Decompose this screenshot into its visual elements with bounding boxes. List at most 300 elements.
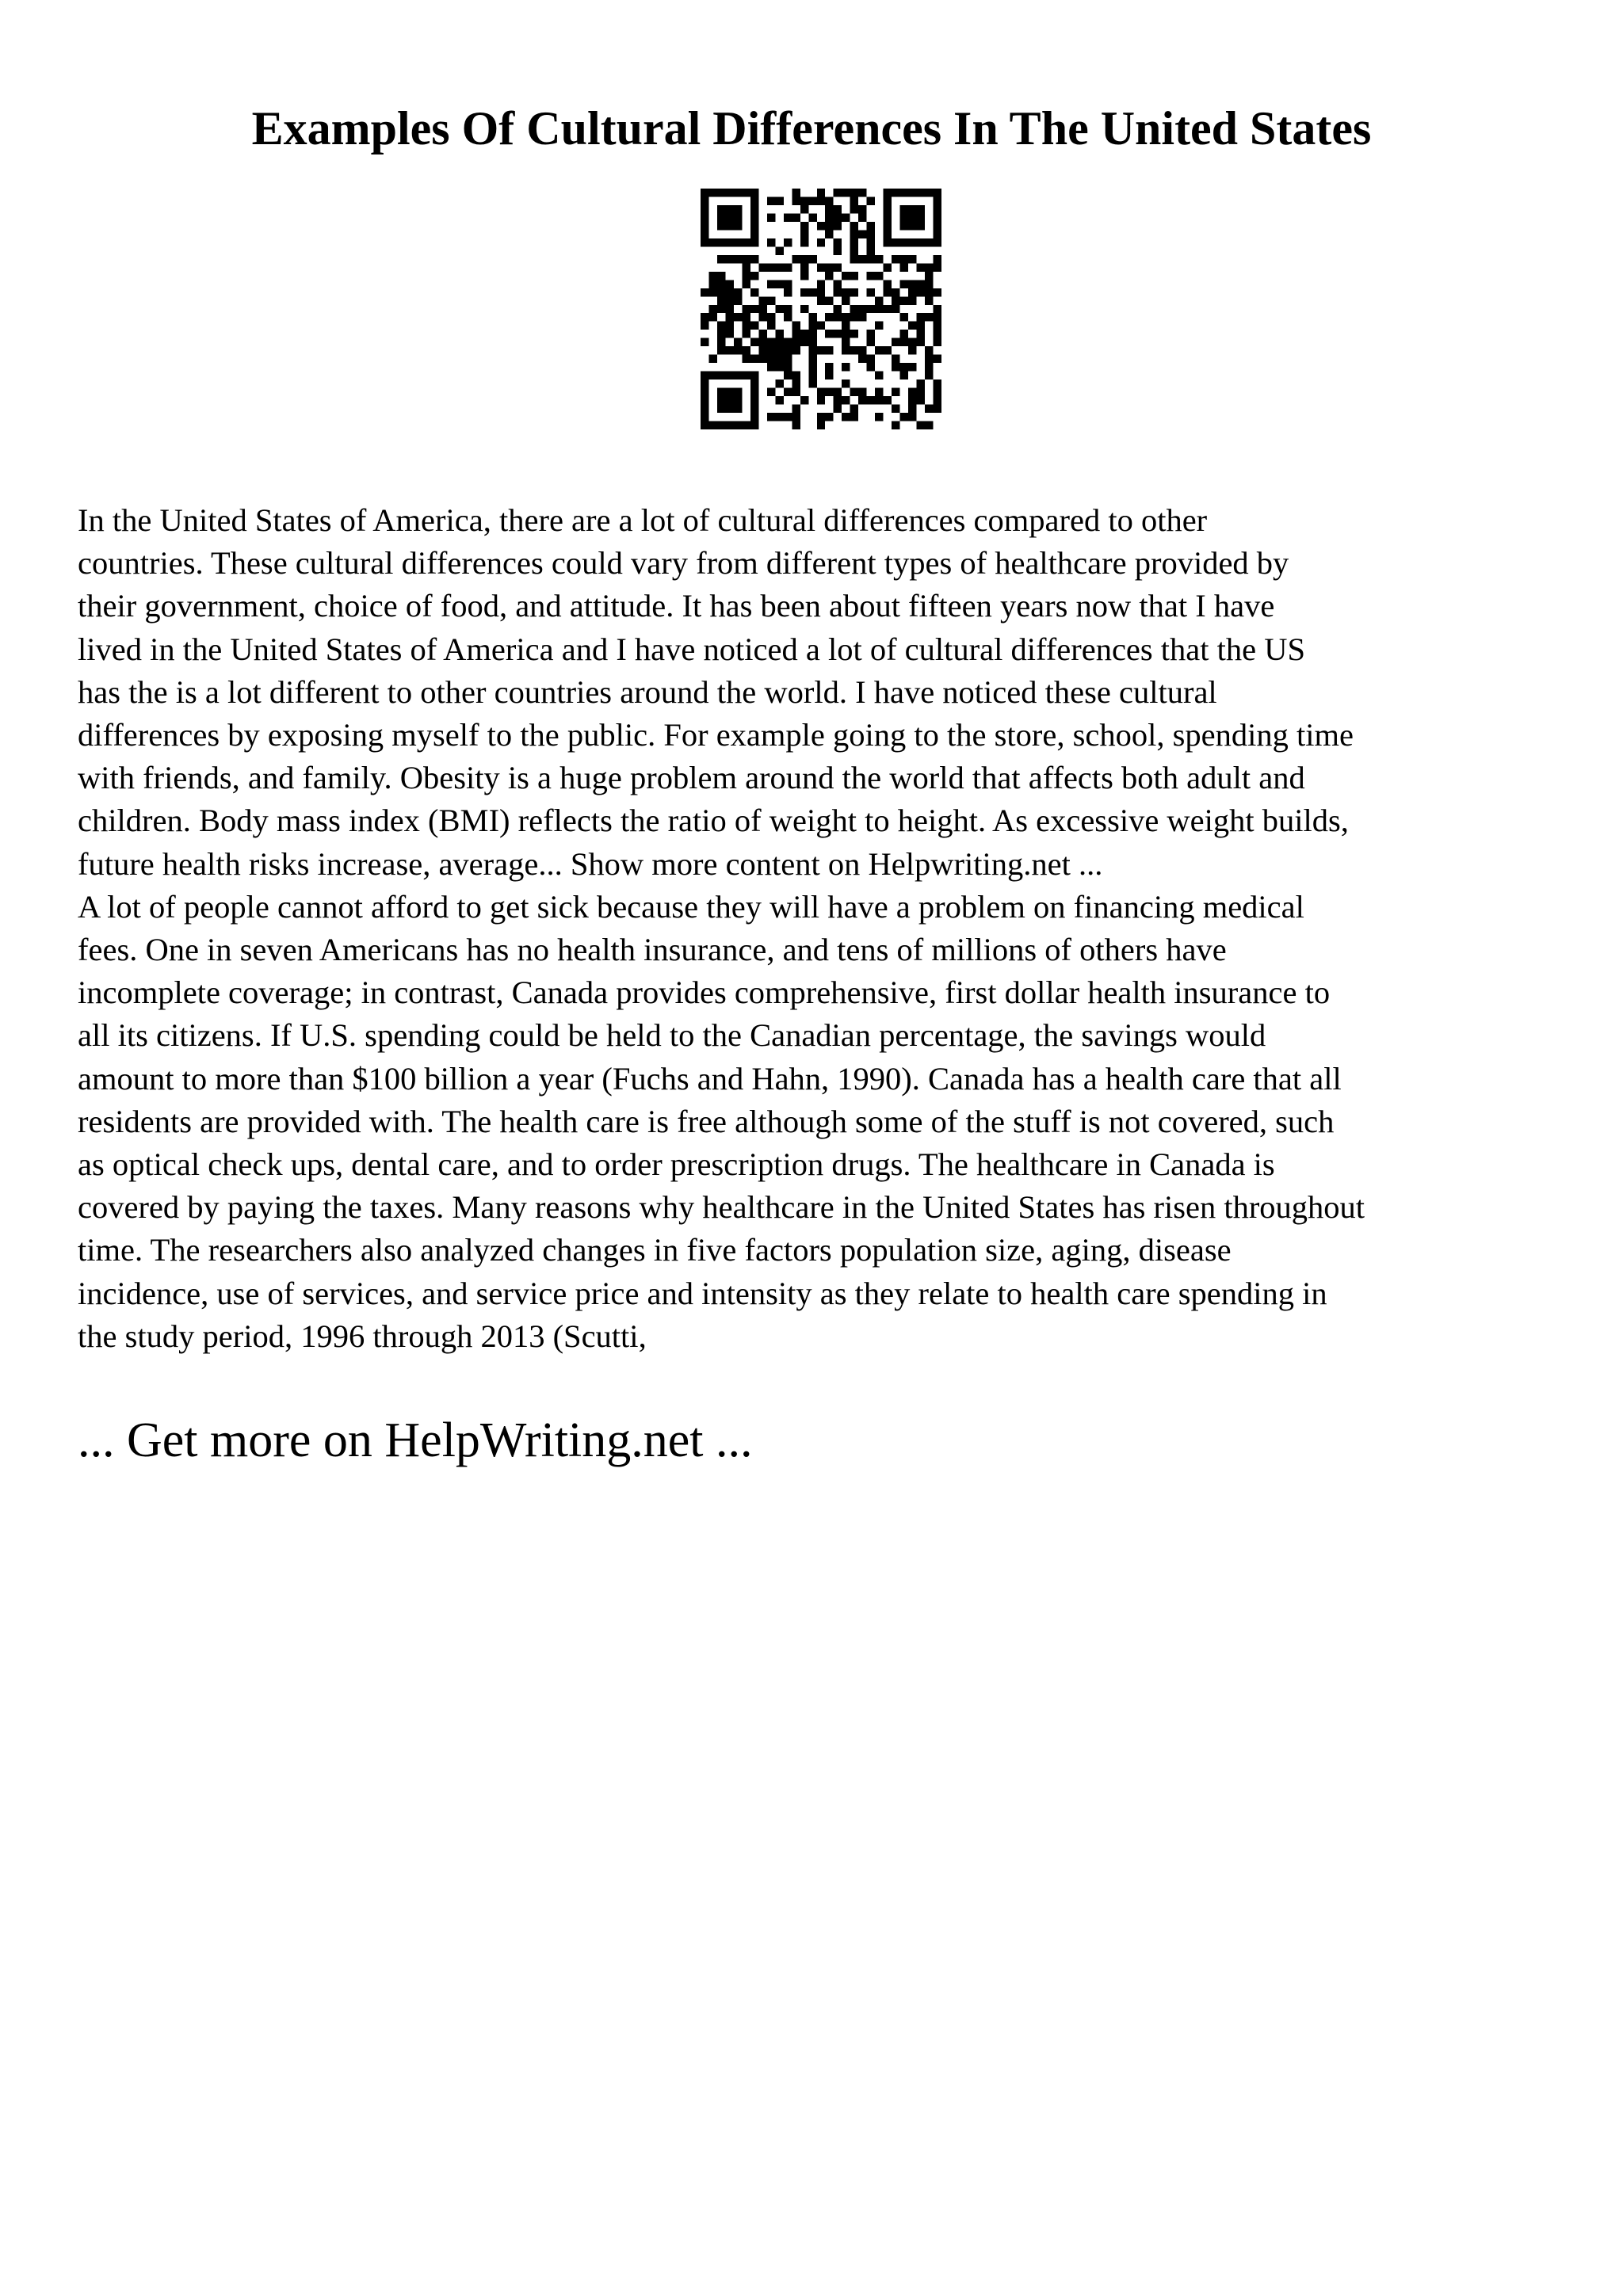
qr-module	[850, 272, 858, 280]
qr-module	[775, 379, 783, 387]
qr-module	[892, 305, 899, 313]
qr-module	[784, 363, 792, 371]
qr-module	[908, 296, 916, 304]
qr-module	[800, 196, 808, 204]
qr-module	[817, 421, 825, 429]
qr-module	[850, 388, 858, 396]
qr-module	[834, 222, 842, 230]
qr-module	[825, 213, 833, 221]
qr-module	[725, 305, 733, 313]
qr-module	[808, 330, 816, 338]
qr-module	[834, 246, 842, 254]
qr-module	[908, 346, 916, 354]
qr-module	[917, 388, 925, 396]
qr-module	[784, 213, 792, 221]
qr-module	[708, 355, 716, 363]
qr-module	[784, 313, 792, 321]
qr-module	[934, 379, 941, 387]
qr-module	[775, 280, 783, 288]
qr-module	[925, 346, 933, 354]
qr-module	[925, 421, 933, 429]
qr-module	[767, 238, 775, 246]
qr-module	[784, 388, 792, 396]
qr-module	[767, 413, 775, 421]
qr-module	[834, 396, 842, 404]
qr-module	[808, 213, 816, 221]
qr-module	[725, 288, 733, 296]
qr-module	[900, 313, 908, 321]
qr-module	[842, 313, 850, 321]
qr-module	[900, 363, 908, 371]
qr-module	[908, 388, 916, 396]
qr-module	[800, 205, 808, 213]
qr-module	[792, 322, 800, 330]
qr-module	[792, 338, 800, 346]
qr-module	[817, 322, 825, 330]
qr-module	[934, 338, 941, 346]
qr-module	[758, 263, 766, 271]
qr-module	[925, 355, 933, 363]
qr-module	[892, 405, 899, 413]
qr-module	[892, 421, 899, 429]
qr-module	[784, 346, 792, 354]
qr-module	[850, 405, 858, 413]
qr-module	[842, 272, 850, 280]
qr-module	[850, 196, 858, 204]
qr-module	[934, 313, 941, 321]
qr-module	[900, 255, 908, 263]
qr-module	[734, 338, 742, 346]
qr-module	[875, 272, 883, 280]
qr-module	[850, 205, 858, 213]
qr-module	[800, 222, 808, 230]
qr-module	[867, 238, 875, 246]
qr-module	[767, 263, 775, 271]
qr-module	[708, 280, 716, 288]
qr-module	[784, 338, 792, 346]
qr-module	[917, 379, 925, 387]
qr-module	[701, 313, 708, 321]
qr-module	[825, 313, 833, 321]
qr-module	[767, 213, 775, 221]
qr-module	[908, 363, 916, 371]
qr-module	[717, 288, 725, 296]
qr-module	[800, 338, 808, 346]
qr-module	[834, 189, 842, 196]
qr-module	[867, 363, 875, 371]
qr-module	[800, 263, 808, 271]
qr-module	[767, 280, 775, 288]
qr-module	[834, 263, 842, 271]
qr-module	[784, 355, 792, 363]
qr-module	[767, 388, 775, 396]
qr-module	[817, 396, 825, 404]
qr-module	[884, 346, 892, 354]
qr-module	[808, 255, 816, 263]
qr-module	[850, 288, 858, 296]
qr-module	[842, 379, 850, 387]
qr-module	[784, 238, 792, 246]
qr-module	[858, 255, 866, 263]
qr-module	[742, 313, 750, 321]
qr-module	[925, 272, 933, 280]
qr-module	[925, 280, 933, 288]
qr-module	[808, 338, 816, 346]
qr-module	[867, 355, 875, 363]
qr-module	[842, 288, 850, 296]
qr-module	[834, 305, 842, 313]
qr-module	[850, 246, 858, 254]
qr-module	[775, 305, 783, 313]
qr-module	[784, 280, 792, 288]
qr-module	[875, 322, 883, 330]
qr-module	[808, 346, 816, 354]
qr-module	[808, 363, 816, 371]
qr-module	[784, 263, 792, 271]
qr-module	[717, 330, 725, 338]
qr-module	[900, 296, 908, 304]
qr-module	[767, 322, 775, 330]
qr-module	[892, 338, 899, 346]
qr-module	[917, 330, 925, 338]
qr-module	[850, 230, 858, 238]
qr-module	[892, 363, 899, 371]
qr-module	[725, 255, 733, 263]
get-more-link[interactable]: ... Get more on HelpWriting.net ...	[78, 1413, 753, 1467]
qr-module	[834, 280, 842, 288]
qr-module	[717, 322, 725, 330]
qr-module	[758, 305, 766, 313]
qr-module	[784, 288, 792, 296]
body-text	[78, 499, 1568, 1358]
qr-module	[758, 330, 766, 338]
qr-module	[817, 189, 825, 196]
qr-module	[900, 338, 908, 346]
qr-module	[734, 255, 742, 263]
qr-code-icon	[701, 189, 941, 429]
qr-module	[908, 338, 916, 346]
qr-module	[834, 213, 842, 221]
qr-module	[750, 272, 758, 280]
qr-module	[758, 313, 766, 321]
qr-module	[775, 396, 783, 404]
qr-module	[767, 338, 775, 346]
qr-module	[884, 263, 892, 271]
qr-module	[825, 388, 833, 396]
qr-module	[808, 313, 816, 321]
qr-module	[734, 313, 742, 321]
qr-module	[717, 346, 725, 354]
qr-module	[842, 213, 850, 221]
qr-module	[917, 421, 925, 429]
qr-module	[800, 396, 808, 404]
qr-module	[825, 272, 833, 280]
qr-module	[900, 263, 908, 271]
qr-module	[934, 322, 941, 330]
qr-module	[800, 288, 808, 296]
qr-module	[808, 288, 816, 296]
qr-module	[825, 372, 833, 379]
qr-module	[925, 363, 933, 371]
qr-module	[717, 338, 725, 346]
qr-module	[850, 238, 858, 246]
qr-module	[875, 372, 883, 379]
qr-module	[792, 255, 800, 263]
qr-module	[775, 355, 783, 363]
qr-module	[784, 413, 792, 421]
qr-module	[717, 272, 725, 280]
qr-module	[884, 305, 892, 313]
qr-module	[817, 346, 825, 354]
qr-module	[842, 322, 850, 330]
qr-module	[742, 305, 750, 313]
qr-module	[742, 263, 750, 271]
qr-module	[750, 338, 758, 346]
qr-module	[925, 288, 933, 296]
qr-module	[934, 263, 941, 271]
qr-module	[834, 205, 842, 213]
qr-module	[750, 255, 758, 263]
qr-module	[834, 288, 842, 296]
qr-module	[875, 255, 883, 263]
qr-module	[808, 355, 816, 363]
qr-module	[725, 313, 733, 321]
qr-module	[750, 288, 758, 296]
qr-module	[701, 322, 708, 330]
qr-module	[867, 396, 875, 404]
qr-module	[834, 238, 842, 246]
qr-module	[825, 230, 833, 238]
qr-module	[767, 346, 775, 354]
qr-module	[817, 388, 825, 396]
qr-module	[717, 305, 725, 313]
qr-module	[758, 346, 766, 354]
qr-module	[834, 313, 842, 321]
qr-module	[867, 338, 875, 346]
qr-module	[708, 272, 716, 280]
qr-module	[825, 222, 833, 230]
qr-module	[884, 288, 892, 296]
qr-module	[934, 288, 941, 296]
qr-module	[908, 413, 916, 421]
qr-module	[825, 205, 833, 213]
qr-module	[767, 363, 775, 371]
qr-module	[792, 330, 800, 338]
qr-module	[708, 288, 716, 296]
qr-module	[808, 196, 816, 204]
qr-module	[934, 305, 941, 313]
qr-module	[908, 322, 916, 330]
qr-module	[750, 305, 758, 313]
qr-module	[767, 196, 775, 204]
qr-module	[767, 296, 775, 304]
qr-module	[717, 255, 725, 263]
qr-module	[800, 238, 808, 246]
qr-module	[908, 280, 916, 288]
qr-module	[900, 413, 908, 421]
qr-module	[842, 330, 850, 338]
qr-module	[742, 330, 750, 338]
qr-module	[708, 313, 716, 321]
qr-module	[925, 313, 933, 321]
qr-module	[750, 322, 758, 330]
qr-module	[917, 280, 925, 288]
qr-module	[858, 388, 866, 396]
qr-module	[934, 355, 941, 363]
qr-module	[842, 338, 850, 346]
qr-module	[817, 222, 825, 230]
qr-module	[867, 196, 875, 204]
qr-module	[858, 230, 866, 238]
qr-module	[758, 338, 766, 346]
qr-module	[800, 230, 808, 238]
qr-module	[734, 296, 742, 304]
qr-module	[717, 280, 725, 288]
qr-module	[800, 255, 808, 263]
qr-module	[725, 346, 733, 354]
qr-module	[784, 372, 792, 379]
qr-module	[734, 346, 742, 354]
qr-module	[925, 372, 933, 379]
qr-module	[725, 296, 733, 304]
qr-module	[775, 196, 783, 204]
qr-module	[792, 388, 800, 396]
qr-module	[792, 213, 800, 221]
qr-module	[892, 388, 899, 396]
qr-module	[858, 305, 866, 313]
qr-module	[892, 288, 899, 296]
qr-module	[850, 330, 858, 338]
qr-module	[892, 296, 899, 304]
qr-module	[817, 196, 825, 204]
qr-module	[850, 222, 858, 230]
qr-module	[825, 346, 833, 354]
qr-module	[742, 346, 750, 354]
qr-module	[875, 296, 883, 304]
qr-module	[792, 372, 800, 379]
qr-module	[850, 189, 858, 196]
qr-module	[750, 355, 758, 363]
qr-module	[867, 288, 875, 296]
qr-module	[817, 413, 825, 421]
qr-module	[825, 296, 833, 304]
qr-module	[917, 338, 925, 346]
paragraph: In the United States of America, there are a lot of cultural differences compared to other countries. These cultural differences could vary from different types of healthcare provided by their government, choice of food, and attitude. It has been about fifteen years now that I have lived in the United States of America and I have noticed a lot of cultural differences that the US has the is a lot different to other countries around the world. I have noticed these cultural differences by exposing myself to the public. For example going to the store, school, spending time with friends, and family. Obesity is a huge problem around the world that affects both adult and children. Body mass index (BMI) reflects the ratio of weight to height. As excessive weight builds, future health risks increase, average... Show more content on Helpwriting.net ...	[78, 502, 1354, 882]
qr-module	[884, 280, 892, 288]
qr-module	[917, 322, 925, 330]
qr-module	[825, 363, 833, 371]
qr-module	[792, 421, 800, 429]
qr-module	[767, 355, 775, 363]
qr-module	[908, 396, 916, 404]
qr-module	[934, 388, 941, 396]
qr-module	[925, 405, 933, 413]
qr-module	[842, 296, 850, 304]
qr-module	[867, 230, 875, 238]
qr-module	[800, 330, 808, 338]
qr-module	[792, 405, 800, 413]
qr-module	[908, 405, 916, 413]
qr-module	[900, 372, 908, 379]
qr-module	[825, 196, 833, 204]
qr-module	[817, 288, 825, 296]
qr-module	[834, 388, 842, 396]
qr-module	[925, 296, 933, 304]
qr-module	[775, 246, 783, 254]
qr-module	[867, 255, 875, 263]
qr-module	[725, 330, 733, 338]
qr-module	[817, 263, 825, 271]
qr-module	[858, 396, 866, 404]
qr-module	[825, 263, 833, 271]
qr-module	[742, 280, 750, 288]
qr-module	[934, 405, 941, 413]
qr-module	[808, 379, 816, 387]
qr-module	[867, 246, 875, 254]
qr-module	[808, 322, 816, 330]
qr-module	[800, 272, 808, 280]
qr-module	[934, 396, 941, 404]
document-title: Examples Of Cultural Differences In The United States	[251, 102, 1372, 154]
qr-module	[908, 255, 916, 263]
qr-module	[792, 196, 800, 204]
qr-module	[734, 288, 742, 296]
qr-module	[817, 280, 825, 288]
qr-module	[784, 305, 792, 313]
qr-module	[884, 396, 892, 404]
qr-module	[792, 413, 800, 421]
qr-module	[917, 263, 925, 271]
qr-module	[701, 288, 708, 296]
qr-module	[917, 288, 925, 296]
qr-module	[817, 238, 825, 246]
qr-module	[825, 413, 833, 421]
qr-module	[792, 189, 800, 196]
qr-module	[900, 280, 908, 288]
qr-module	[934, 330, 941, 338]
qr-module	[817, 296, 825, 304]
qr-module	[701, 338, 708, 346]
qr-module	[858, 346, 866, 354]
qr-module	[858, 189, 866, 196]
qr-module	[742, 272, 750, 280]
qr-module	[800, 305, 808, 313]
qr-module	[775, 338, 783, 346]
qr-module	[875, 388, 883, 396]
qr-module	[792, 379, 800, 387]
qr-module	[842, 346, 850, 354]
qr-module	[934, 255, 941, 263]
qr-module	[775, 413, 783, 421]
qr-module	[908, 288, 916, 296]
qr-module	[850, 313, 858, 321]
qr-module	[742, 255, 750, 263]
qr-module	[867, 222, 875, 230]
qr-module	[867, 272, 875, 280]
qr-module	[917, 313, 925, 321]
qr-module	[867, 330, 875, 338]
qr-module	[842, 396, 850, 404]
qr-module	[858, 213, 866, 221]
qr-module	[850, 346, 858, 354]
qr-module	[842, 363, 850, 371]
qr-module	[850, 255, 858, 263]
qr-module	[875, 396, 883, 404]
qr-module	[708, 305, 716, 313]
qr-module	[717, 296, 725, 304]
qr-module	[842, 413, 850, 421]
qr-module	[792, 346, 800, 354]
